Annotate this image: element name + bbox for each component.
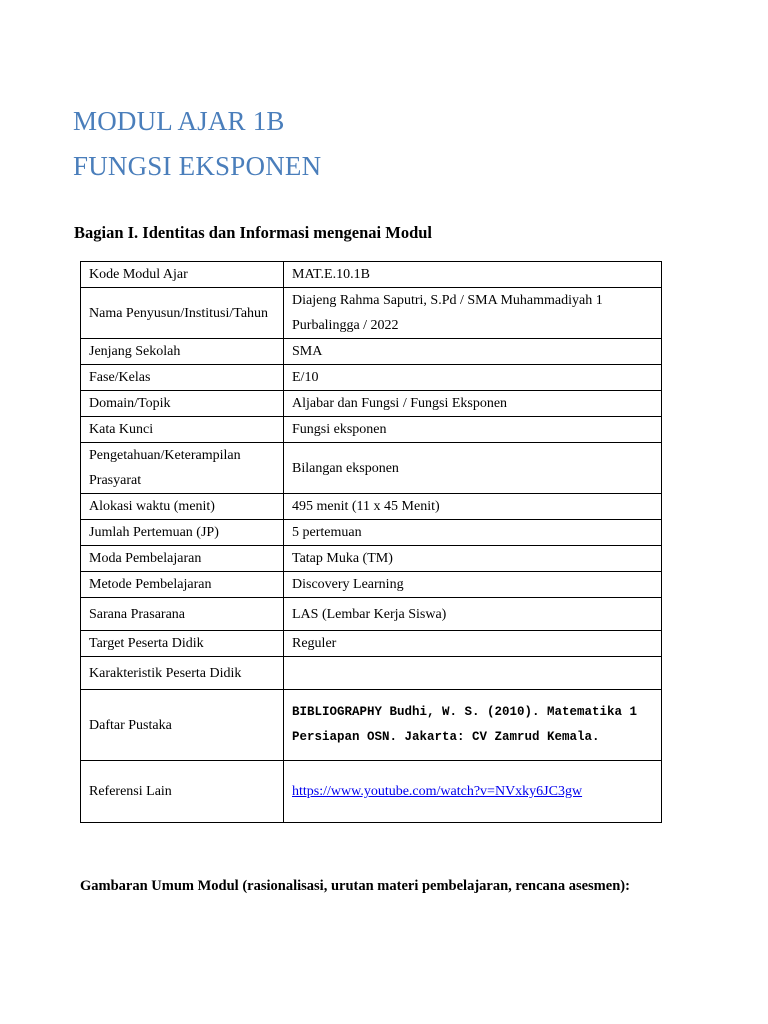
table-row — [81, 494, 662, 520]
table-row — [81, 631, 662, 657]
module-identity-table — [80, 261, 662, 823]
row-value: 495 menit (11 x 45 Menit) — [284, 494, 662, 520]
module-title: MODUL AJAR 1B — [73, 106, 285, 136]
row-value: E/10 — [284, 365, 662, 391]
table-row — [81, 520, 662, 546]
table-row — [81, 391, 662, 417]
row-label: Nama Penyusun/Institusi/Tahun — [81, 288, 284, 339]
table-row — [81, 443, 662, 494]
row-value: Discovery Learning — [284, 572, 662, 598]
table-row — [81, 262, 662, 288]
table-row — [81, 288, 662, 339]
row-label: Kode Modul Ajar — [81, 262, 284, 288]
row-value — [284, 657, 662, 690]
section-heading: Bagian I. Identitas dan Informasi mengenai Modul — [74, 223, 433, 242]
table-row — [81, 546, 662, 572]
row-label: Kata Kunci — [81, 417, 284, 443]
row-value: Aljabar dan Fungsi / Fungsi Eksponen — [284, 391, 662, 417]
bibliography-entry: BIBLIOGRAPHY Budhi, W. S. (2010). Matematika 1 Persiapan OSN. Jakarta: CV Zamrud Kemala. — [284, 690, 662, 761]
table-row — [81, 761, 662, 823]
table-row — [81, 657, 662, 690]
table-row — [81, 598, 662, 631]
table-row — [81, 417, 662, 443]
row-label: Jenjang Sekolah — [81, 339, 284, 365]
row-value: Bilangan eksponen — [284, 443, 662, 494]
row-value: MAT.E.10.1B — [284, 262, 662, 288]
row-label: Domain/Topik — [81, 391, 284, 417]
row-label: Target Peserta Didik — [81, 631, 284, 657]
row-value: LAS (Lembar Kerja Siswa) — [284, 598, 662, 631]
reference-cell — [284, 761, 662, 823]
row-label: Moda Pembelajaran — [81, 546, 284, 572]
row-value: Fungsi eksponen — [284, 417, 662, 443]
row-value: 5 pertemuan — [284, 520, 662, 546]
table-row — [81, 339, 662, 365]
row-label: Daftar Pustaka — [81, 690, 284, 761]
row-label: Alokasi waktu (menit) — [81, 494, 284, 520]
table-row — [81, 572, 662, 598]
table-row — [81, 690, 662, 761]
row-value: Tatap Muka (TM) — [284, 546, 662, 572]
module-summary-heading: Gambaran Umum Modul (rasionalisasi, urutan materi pembelajaran, rencana asesmen): — [80, 878, 630, 894]
row-label: Jumlah Pertemuan (JP) — [81, 520, 284, 546]
row-label: Metode Pembelajaran — [81, 572, 284, 598]
row-label: Referensi Lain — [81, 761, 284, 823]
row-label: Pengetahuan/Keterampilan Prasyarat — [81, 443, 284, 494]
module-subtitle: FUNGSI EKSPONEN — [73, 151, 322, 181]
row-label: Karakteristik Peserta Didik — [81, 657, 284, 690]
row-value: SMA — [284, 339, 662, 365]
youtube-reference-link[interactable]: https://www.youtube.com/watch?v=NVxky6JC3gw — [292, 784, 583, 799]
row-value: Diajeng Rahma Saputri, S.Pd / SMA Muhammadiyah 1 Purbalingga / 2022 — [284, 288, 662, 339]
row-value: Reguler — [284, 631, 662, 657]
row-label: Sarana Prasarana — [81, 598, 284, 631]
row-label: Fase/Kelas — [81, 365, 284, 391]
table-row — [81, 365, 662, 391]
